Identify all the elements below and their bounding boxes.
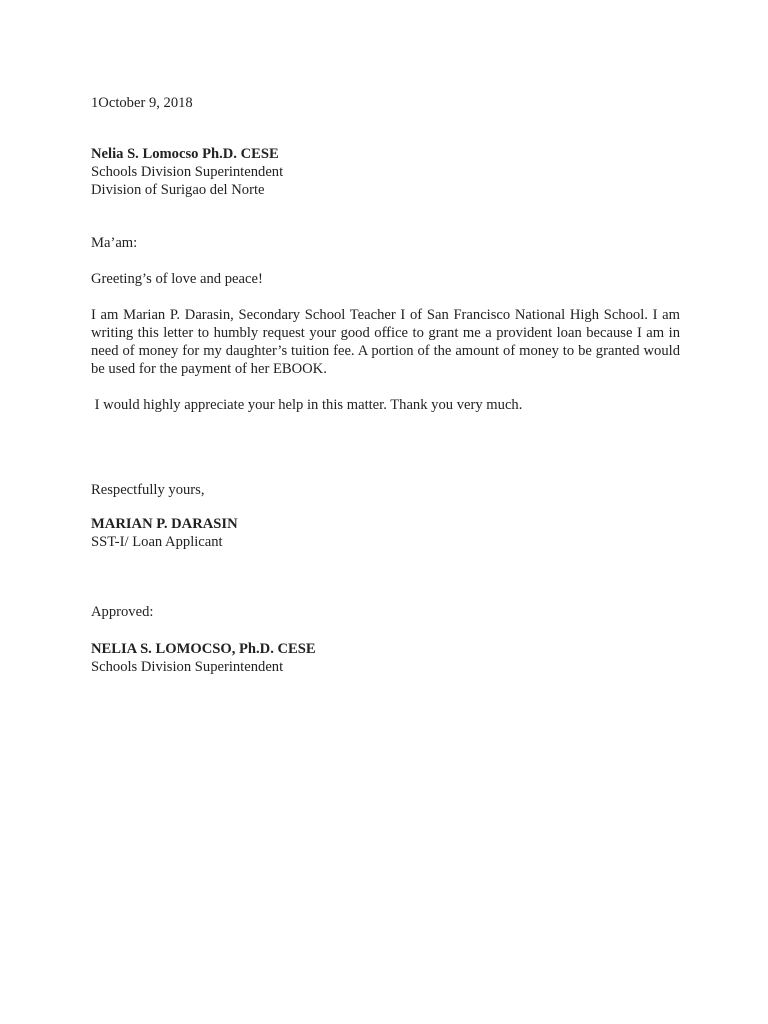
sender-title: SST-I/ Loan Applicant <box>91 534 223 550</box>
thanks-line: I would highly appreciate your help in this matter. Thank you very much. <box>91 397 523 413</box>
approver-name: NELIA S. LOMOCSO, Ph.D. CESE <box>91 641 316 657</box>
letter-date: 1October 9, 2018 <box>91 95 193 111</box>
sender-name: MARIAN P. DARASIN <box>91 516 238 532</box>
recipient-name: Nelia S. Lomocso Ph.D. CESE <box>91 146 279 162</box>
salutation: Ma’am: <box>91 235 138 251</box>
greeting-line: Greeting’s of love and peace! <box>91 271 263 287</box>
approver-title: Schools Division Superintendent <box>91 659 284 675</box>
recipient-title: Schools Division Superintendent <box>91 164 284 180</box>
body-paragraph: I am Marian P. Darasin, Secondary School Teacher I of San Francisco National High School. I am writing this letter to humbly request your good office to grant me a provident loan because I am in need of money for my daughter’s tuition fee. A portion of the amount of money to be granted would be used for the payment of her EBOOK. <box>91 307 680 377</box>
closing-line: Respectfully yours, <box>91 482 205 498</box>
approved-label: Approved: <box>91 604 154 620</box>
recipient-office: Division of Surigao del Norte <box>91 182 265 198</box>
